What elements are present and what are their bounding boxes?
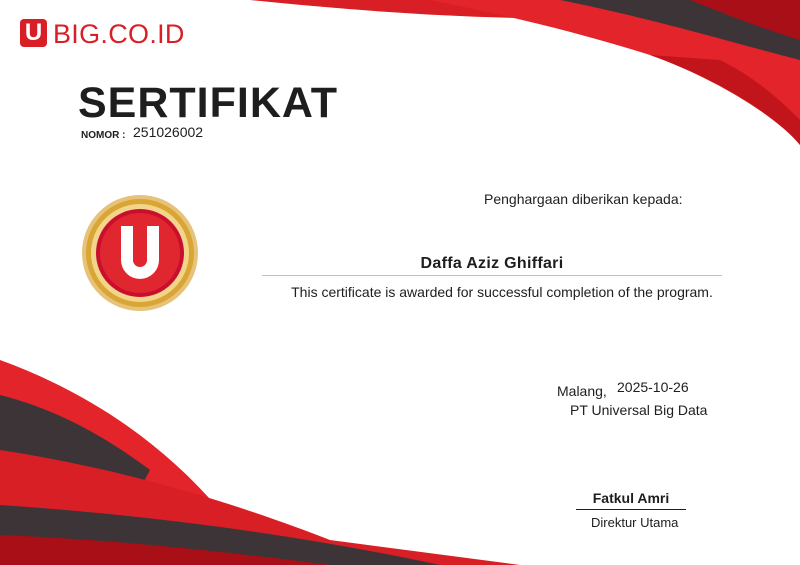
- issue-date: 2025-10-26: [617, 379, 689, 395]
- signature-line: [576, 509, 686, 510]
- recipient-name: Daffa Aziz Ghiffari: [420, 255, 564, 272]
- company-name: PT Universal Big Data: [570, 402, 708, 418]
- recipient-underline: [262, 275, 722, 276]
- certificate-description: This certificate is awarded for successful completion of the program.: [291, 284, 713, 300]
- signer-title: Direktur Utama: [591, 515, 679, 530]
- logo-u-icon: U: [20, 19, 47, 47]
- certificate-title: SERTIFIKAT: [78, 79, 339, 127]
- logo-text: BIG.CO.ID: [53, 19, 185, 49]
- award-label: Penghargaan diberikan kepada:: [484, 191, 683, 207]
- number-label: NOMOR :: [81, 130, 126, 141]
- certificate-number: 251026002: [133, 124, 204, 140]
- signer-name: Fatkul Amri: [592, 490, 670, 506]
- issue-city: Malang,: [557, 383, 607, 399]
